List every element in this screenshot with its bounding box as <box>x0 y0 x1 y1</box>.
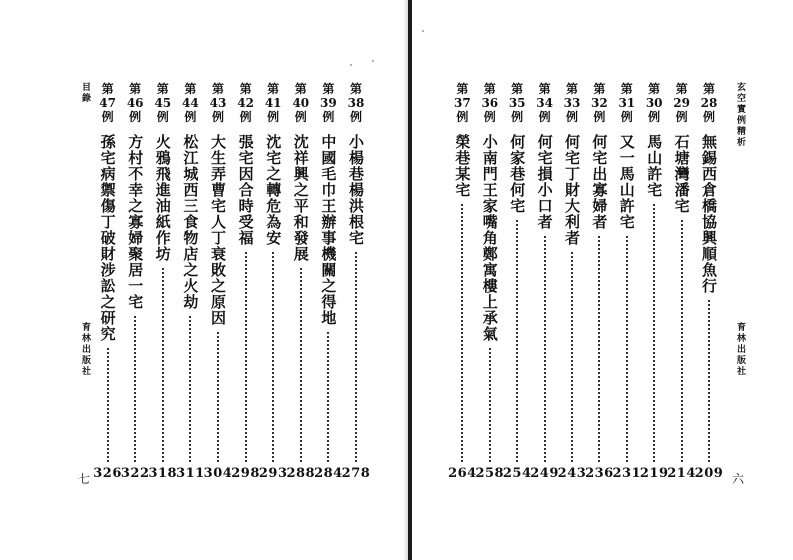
toc-entry-label <box>533 82 557 124</box>
toc-entry-title: 無錫西倉橋協興順魚行 <box>700 134 718 294</box>
toc-entry-label <box>670 82 694 124</box>
toc-leader-dots <box>107 348 109 462</box>
toc-entry-page-number: 219 <box>639 466 669 481</box>
toc-entry-title: 小楊巷楊洪根宅 <box>347 134 365 246</box>
toc-entry-label-part: 40 <box>292 96 310 110</box>
toc-entry-label-part: 44 <box>182 96 199 110</box>
toc-entry-page-number: 231 <box>612 466 642 481</box>
toc-entry-label-part: 41 <box>264 96 282 110</box>
toc-entry-label-part: 第 <box>620 82 633 96</box>
toc-entry-label-part: 第 <box>322 82 335 96</box>
toc-entry-title: 孫宅病禦傷丁破財涉訟之研究 <box>98 134 117 342</box>
toc-leader-dots <box>571 252 573 462</box>
toc-entry-page-number: 293 <box>258 466 288 481</box>
right-toc-entry <box>612 82 642 482</box>
toc-leader-dots <box>272 252 274 462</box>
left-toc-entry <box>148 82 178 482</box>
toc-leader-dots <box>489 348 491 462</box>
toc-entry-label-part: 第 <box>483 82 496 96</box>
toc-entry-label-part: 第 <box>565 82 578 96</box>
toc-entry-label-part: 例 <box>349 110 362 124</box>
toc-entry-label-part: 33 <box>563 96 581 110</box>
toc-entry-label-part: 第 <box>648 82 661 96</box>
toc-entry-label-part: 第 <box>294 82 307 96</box>
toc-entry-page-number: 284 <box>314 466 343 481</box>
toc-leader-dots <box>544 236 546 462</box>
toc-entry-label <box>234 82 258 124</box>
toc-entry-label <box>450 82 474 124</box>
right-toc-entry <box>694 82 724 482</box>
toc-entry-title: 何家巷何宅 <box>508 134 527 214</box>
left-toc-entry <box>341 82 371 482</box>
toc-entry-page-number: 322 <box>120 466 150 481</box>
toc-entry-label-part: 43 <box>209 96 227 110</box>
toc-entry-page-number: 264 <box>448 466 477 481</box>
toc-entry-page-number: 288 <box>286 466 316 481</box>
right-toc-entry <box>530 82 559 482</box>
left-toc-entry <box>176 82 205 482</box>
toc-entry-page-number: 304 <box>203 466 233 481</box>
right-toc-entry <box>557 82 587 482</box>
left-toc-entry <box>314 82 343 482</box>
right-toc-entry <box>639 82 669 482</box>
left-publisher-credit: 育林出版社 <box>80 322 90 377</box>
toc-entry-label-part: 第 <box>675 82 688 96</box>
toc-entry-label-part: 例 <box>156 110 169 124</box>
toc-entry-label-part: 第 <box>101 82 114 96</box>
toc-entry-page-number: 298 <box>231 466 260 481</box>
toc-entry-label-part: 例 <box>211 110 224 124</box>
left-page-header: 目錄 <box>80 82 90 104</box>
right-page-number: 六 <box>732 472 745 486</box>
toc-entry-label-part: 38 <box>347 96 365 110</box>
scan-speck <box>350 64 352 66</box>
right-toc-entry <box>448 82 477 482</box>
toc-entry-label <box>560 82 584 124</box>
toc-entry-label-part: 例 <box>184 110 197 124</box>
toc-entry-page-number: 311 <box>176 466 205 481</box>
toc-leader-dots <box>626 236 628 462</box>
toc-entry-label-part: 32 <box>591 96 608 110</box>
toc-entry-label-part: 例 <box>322 110 335 124</box>
toc-entry-label <box>206 82 230 124</box>
toc-entry-page-number: 258 <box>475 466 505 481</box>
right-toc-entry <box>502 82 532 482</box>
toc-entry-label-part: 第 <box>349 82 362 96</box>
toc-entry-title: 石塘灣潘宅 <box>672 134 691 214</box>
left-toc-entry <box>93 82 122 482</box>
toc-leader-dots <box>461 204 463 462</box>
toc-entry-label-part: 第 <box>593 82 606 96</box>
left-toc-entry <box>258 82 288 482</box>
left-toc-entry <box>120 82 150 482</box>
scan-speck <box>372 60 374 62</box>
toc-entry-label <box>615 82 639 124</box>
toc-entry-label-part: 例 <box>101 110 114 124</box>
toc-entry-label-part: 例 <box>483 110 496 124</box>
toc-entry-label-part: 37 <box>454 96 471 110</box>
toc-entry-label-part: 28 <box>700 96 718 110</box>
toc-entry-page-number: 326 <box>93 466 122 481</box>
toc-entry-label <box>289 82 313 124</box>
toc-entry-title: 方村不幸之寡婦聚居一宅 <box>126 134 145 310</box>
toc-leader-dots <box>245 252 247 462</box>
toc-leader-dots <box>327 332 329 462</box>
toc-entry-label <box>587 82 611 124</box>
toc-entry-title: 大生弄曹宅人丁衰敗之原因 <box>209 134 227 326</box>
toc-leader-dots <box>708 300 710 462</box>
toc-entry-label <box>697 82 721 124</box>
toc-entry-label-part: 29 <box>673 96 690 110</box>
toc-entry-label-part: 例 <box>702 110 715 124</box>
toc-entry-title: 榮巷某宅 <box>453 134 472 198</box>
toc-entry-label <box>151 82 175 124</box>
toc-entry-page-number: 318 <box>148 466 178 481</box>
toc-entry-label-part: 第 <box>267 82 280 96</box>
toc-entry-title: 沈宅之轉危為安 <box>264 134 283 246</box>
toc-entry-label-part: 42 <box>237 96 254 110</box>
toc-leader-dots <box>681 220 683 462</box>
toc-entry-title: 又一馬山許宅 <box>617 134 636 230</box>
toc-leader-dots <box>217 332 219 462</box>
toc-entry-label-part: 第 <box>702 82 715 96</box>
toc-entry-page-number: 214 <box>667 466 696 481</box>
toc-entry-title: 小南門王家嘴角鄭寓樓上承氣 <box>480 134 499 342</box>
toc-entry-title: 何宅出寡婦者 <box>590 134 609 230</box>
toc-entry-label <box>316 82 340 124</box>
toc-entry-label-part: 例 <box>267 110 280 124</box>
toc-entry-label-part: 第 <box>129 82 142 96</box>
toc-leader-dots <box>355 252 357 462</box>
right-toc-entry <box>667 82 696 482</box>
right-publisher-credit: 育林出版社 <box>735 322 745 377</box>
toc-entry-label-part: 例 <box>675 110 688 124</box>
toc-entry-label-part: 例 <box>565 110 578 124</box>
toc-entry-title: 何宅損小口者 <box>535 134 554 230</box>
right-toc-entry <box>585 82 614 482</box>
right-page <box>412 0 793 560</box>
toc-entry-label <box>642 82 666 124</box>
toc-entry-page-number: 254 <box>502 466 532 481</box>
toc-entry-label-part: 第 <box>456 82 469 96</box>
toc-entry-label-part: 例 <box>456 110 469 124</box>
toc-leader-dots <box>162 268 164 462</box>
toc-entry-title: 沈祥興之平和發展 <box>291 134 310 262</box>
toc-entry-page-number: 278 <box>341 466 371 481</box>
toc-entry-label <box>261 82 285 124</box>
toc-entry-label-part: 46 <box>126 96 144 110</box>
toc-entry-label <box>478 82 502 124</box>
toc-entry-title: 何宅丁財大利者 <box>563 134 581 246</box>
toc-entry-label-part: 例 <box>239 110 252 124</box>
toc-entry-label-part: 39 <box>320 96 337 110</box>
toc-entry-label-part: 第 <box>211 82 224 96</box>
toc-entry-label <box>96 82 120 124</box>
toc-entry-title: 張宅因合時受福 <box>236 134 255 246</box>
toc-entry-title: 火鴉飛進油紙作坊 <box>153 134 172 262</box>
toc-entry-label <box>344 82 368 124</box>
toc-entry-label-part: 例 <box>511 110 524 124</box>
right-page-header: 玄空實例精析 <box>735 82 745 148</box>
toc-leader-dots <box>134 316 136 462</box>
toc-entry-label-part: 例 <box>538 110 551 124</box>
toc-entry-page-number: 249 <box>530 466 559 481</box>
toc-entry-label-part: 第 <box>156 82 169 96</box>
toc-entry-label-part: 36 <box>481 96 499 110</box>
toc-entry-label-part: 例 <box>593 110 606 124</box>
toc-entry-label-part: 30 <box>645 96 663 110</box>
toc-entry-label-part: 例 <box>648 110 661 124</box>
toc-entry-label-part: 31 <box>618 96 636 110</box>
toc-entry-label-part: 第 <box>511 82 524 96</box>
toc-leader-dots <box>189 316 191 462</box>
toc-entry-title: 馬山許宅 <box>645 134 664 198</box>
left-toc-entry <box>231 82 260 482</box>
toc-entry-page-number: 209 <box>694 466 724 481</box>
left-toc-entry <box>203 82 233 482</box>
toc-entry-title: 松江城西三食物店之火劫 <box>181 134 200 310</box>
right-toc-entry <box>475 82 505 482</box>
toc-entry-label-part: 第 <box>239 82 252 96</box>
toc-entry-label-part: 例 <box>294 110 307 124</box>
toc-entry-label-part: 第 <box>538 82 551 96</box>
left-page-number: 七 <box>78 472 91 486</box>
left-toc-entry <box>286 82 316 482</box>
toc-leader-dots <box>300 268 302 462</box>
toc-leader-dots <box>598 236 600 462</box>
toc-entry-title: 中國毛巾王辦事機關之得地 <box>319 134 338 326</box>
toc-entry-label-part: 45 <box>154 96 172 110</box>
toc-entry-label-part: 47 <box>99 96 116 110</box>
toc-leader-dots <box>516 220 518 462</box>
toc-entry-label-part: 34 <box>536 96 553 110</box>
toc-entry-page-number: 243 <box>557 466 587 481</box>
scan-speck <box>422 30 424 32</box>
toc-leader-dots <box>653 204 655 462</box>
toc-entry-label <box>505 82 529 124</box>
toc-entry-label <box>178 82 202 124</box>
toc-entry-label-part: 35 <box>508 96 526 110</box>
toc-entry-label-part: 例 <box>129 110 142 124</box>
toc-entry-page-number: 236 <box>585 466 614 481</box>
toc-entry-label-part: 第 <box>184 82 197 96</box>
toc-entry-label <box>123 82 147 124</box>
toc-entry-label-part: 例 <box>620 110 633 124</box>
